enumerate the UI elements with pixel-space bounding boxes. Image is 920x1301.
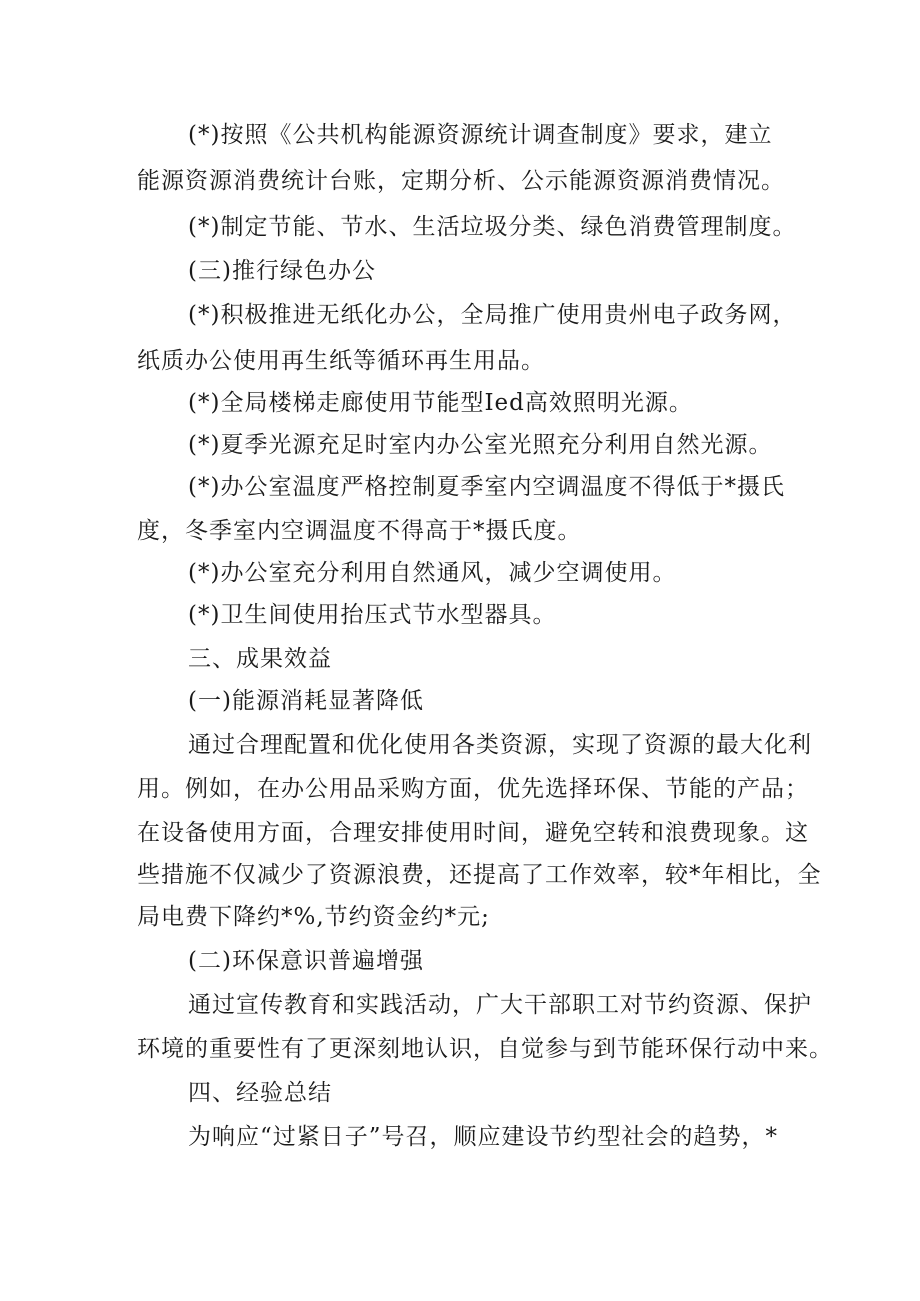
paragraph-line: 为响应“过紧日子”号召，顺应建设节约型社会的趋势，* xyxy=(188,1124,779,1150)
paragraph-line: (*)办公室充分利用自然通风，减少空调使用。 xyxy=(188,560,677,586)
paragraph-line: 通过合理配置和优化使用各类资源，实现了资源的最大化利 xyxy=(188,732,812,758)
paragraph-line: 纸质办公使用再生纸等循环再生用品。 xyxy=(137,348,545,374)
paragraph-line: (*)全局楼梯走廊使用节能型Ied高效照明光源。 xyxy=(188,390,693,416)
subsection-heading: (一)能源消耗显著降低 xyxy=(188,688,424,714)
subsection-heading: (二)环保意识普遍增强 xyxy=(188,948,424,974)
paragraph-line: (*)积极推进无纸化办公，全局推广使用贵州电子政务网， xyxy=(188,302,797,328)
paragraph-line: (*)卫生间使用抬压式节水型器具。 xyxy=(188,602,557,628)
section-heading: (三)推行绿色办公 xyxy=(188,258,376,284)
paragraph-line: 些措施不仅减少了资源浪费，还提高了工作效率，较*年相比，全 xyxy=(137,862,822,888)
paragraph-line: (*)办公室温度严格控制夏季室内空调温度不得低于*摄氏 xyxy=(188,474,785,500)
paragraph-line: 在设备使用方面，合理安排使用时间，避免空转和浪费现象。这 xyxy=(137,820,809,846)
section-heading: 四、经验总结 xyxy=(188,1080,332,1106)
paragraph-line: (*)按照《公共机构能源资源统计调查制度》要求，建立 xyxy=(188,122,773,148)
paragraph-line: (*)制定节能、节水、生活垃圾分类、绿色消费管理制度。 xyxy=(188,214,797,240)
paragraph-line: 环境的重要性有了更深刻地认识，自觉参与到节能环保行动中来。 xyxy=(137,1036,833,1062)
paragraph-line: 通过宣传教育和实践活动，广大干部职工对节约资源、保护 xyxy=(188,992,812,1018)
paragraph-line: 度，冬季室内空调温度不得高于*摄氏度。 xyxy=(137,518,582,544)
section-heading: 三、成果效益 xyxy=(188,646,332,672)
paragraph-line: 用。例如，在办公用品采购方面，优先选择环保、节能的产品； xyxy=(137,776,809,802)
paragraph-line: 局电费下降约*%,节约资金约*元; xyxy=(137,904,490,930)
paragraph-line: 能源资源消费统计台账，定期分析、公示能源资源消费情况。 xyxy=(137,168,785,194)
paragraph-line: (*)夏季光源充足时室内办公室光照充分利用自然光源。 xyxy=(188,432,773,458)
